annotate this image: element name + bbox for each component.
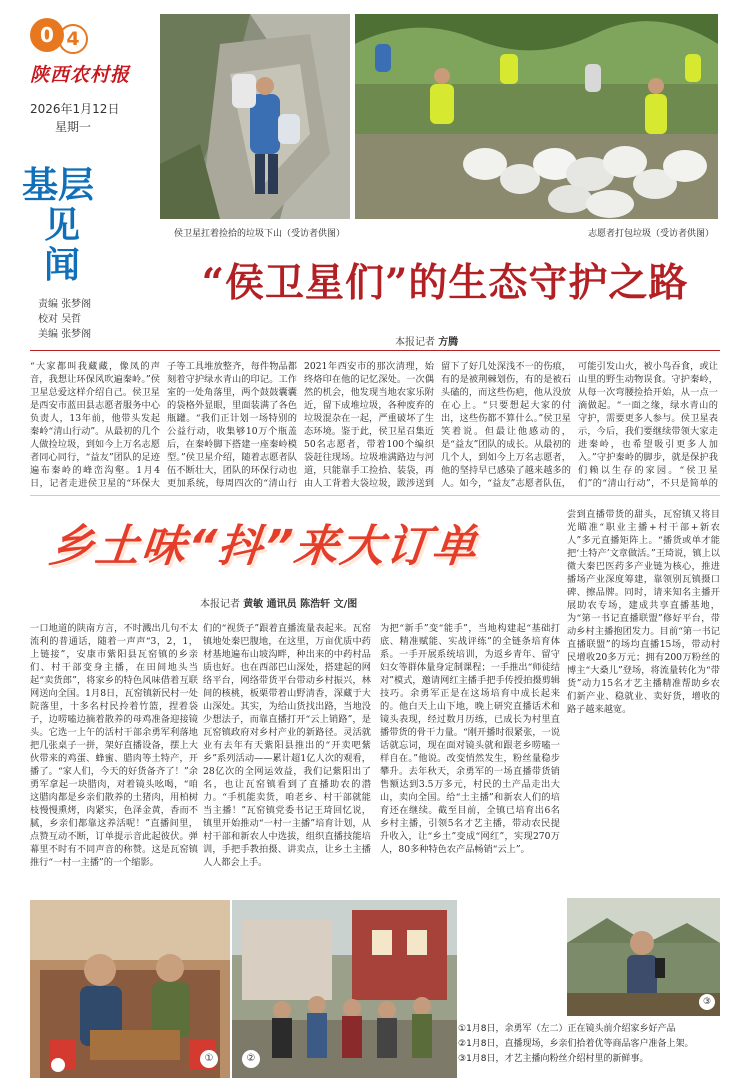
- story1-byline: [395, 333, 458, 348]
- section-divider: [30, 495, 720, 496]
- photo-marker-3: ③: [699, 994, 715, 1010]
- story1-headline: “侯卫星们”的生态守护之路: [201, 260, 689, 306]
- story1-column-4: 留下了好几处深浅不一的伤痕，有的是被荆棘划伤，有的是被石头磕的，而这些伤疤，他从没放在心上。“只要想起大家的付出，这些伤都不算什么。”侯卫星笑着说。但最让他感动的，是“益友”团队的成长。从最初的几个人，到如今上万名志愿者，他的坚持早已感染了越来越多的人。如今，“益友”志愿者队伍，: [441, 361, 571, 488]
- story1-divider: [30, 350, 720, 351]
- story2-byline-prefix: 本报记者: [200, 599, 240, 610]
- bottom-caption-list: [458, 1022, 694, 1067]
- photo-mountain-caption: 侯卫星扛着捡拾的垃圾下山（受访者供图）: [174, 229, 346, 239]
- photo-livestream-host: [30, 900, 230, 1078]
- story2-column-2: 们的“视货子”跟着直播流量表起来。瓦窑镇地处秦巴腹地，在这里，万亩优质中药材基地遍布山坡沟畔，种出来的中药村品质也好。也在西部巴山深处，搭建起的网络平台，网络带货平台带动乡村振兴，林间的核桃，板栗带着山野清香，深藏于大山深处。其实，为给山货找出路，当地没少想法子，而靠直播打开“云上销路”，是瓦窑镇政府对乡村产业的新路径。灵活就业有去年有天紫阳县推出的“开卖吧紫乡”系列活动——累计超1亿人次的观看，28亿次的全网运效益，我们记紫阳出了名，也让瓦窑镇看到了直播助农的潜力。“手机能卖货，咱老乡、村干部就能当主播！”瓦窑镇党委书记王琦回忆说，镇里开始推动“一村一主播”培育计划，从村干部和新农人中选拔，组织直播技能培训，手把手教拍摄、讲卖点，让乡土主播人人都会上手。: [203, 623, 371, 868]
- editor-credits: [38, 297, 91, 342]
- photo-marker-1: ①: [200, 1050, 218, 1068]
- photo-livestream-host-image: [30, 900, 230, 1078]
- column-title-line2: 见闻: [44, 204, 81, 286]
- story2-byline-names: 黄敏 通讯员 陈浩轩 文/图: [243, 599, 358, 610]
- photo-village-crowd: [232, 900, 457, 1078]
- story2-column-1: 一口地道的陕南方言，不时溅出几句不太流利的普通话，随着一声声“3，2，1，上链接”，安康市紫阳县瓦窑镇的乡亲们、村干部变身主播，在田间地头当起“卖货郎”，将家乡的特色风味借着互联网送向全国。1月8日，瓦窑镇新民村一处院落里，十多名村民拎着竹篮，捏着袋子，边唠嗑边摘着散养的母鸡准备迎接镜头。它选一上午的活村干部余勇军利落地把几张桌子一拼，架好直播设备，摆上大伙带来的鸡蛋、蜂蜜、腊肉等土特产，开播了。“家人们，今天的好货备齐了！”余勇军拿起一块腊肉，对着镜头吆喝，“咱这腊肉都是乡亲们散养的土猪肉，用柏树枝慢慢熏烤，肉紧实，色泽金黄，香而不腻，乡亲们都靠这养活呢！”直播间里，点赞互动不断，订单提示音此起彼伏。弹幕里不时有不同声音的称赞。这是瓦窑镇推行“一村一主播”的一个缩影。: [30, 623, 198, 868]
- editor-name: 张梦阁: [61, 299, 92, 310]
- column-title: [22, 165, 102, 285]
- photo-talent-host-image: [567, 898, 720, 1016]
- photo-village-crowd-image: [232, 900, 457, 1078]
- photo-volunteers-packing: [355, 14, 718, 219]
- story2-byline: [200, 595, 357, 610]
- photo-mountain-volunteer: [160, 14, 350, 219]
- column-title-line1: 基层: [22, 164, 95, 206]
- editor-role: 校对: [38, 314, 58, 325]
- photo-talent-host: [567, 898, 720, 1016]
- story1-column-5: 可能引发山火，被小鸟吞食，或让山里的野生动物误食。守护秦岭，从每一次弯腰捡拾开始，从一点一滴做起。“一面之缘，绿水青山的守护，需要更多人参与。侯卫星表示，今后，我们要继续带领大家走进秦岭，也希望吸引更多人加入。”守护秦岭的脚步，就是保护我们赖以生存的家园。“侯卫星们”的“清山行动”，不只是简单的: [578, 361, 718, 488]
- editor-name: 张梦阁: [61, 329, 92, 340]
- story1-byline-name: 方腾: [438, 337, 459, 348]
- issue-weekday: 星期一: [55, 120, 92, 134]
- story1-column-1: “大家都叫我藏藏，像凤的声音，我想让环保风吹遍秦岭。”侯卫星总爱这样介绍自己。侯卫星是西安市蓝田县志愿者服务中心负责人，13年前，他带头发起秦岭“清山行动”。从最初的几个人做捡垃圾，到如今上万名志愿者同心同行，“益友”团队的足迹遍布秦岭的峰峦沟壑。1月4日，记者走进侯卫星的“环保大: [30, 361, 160, 488]
- bottom-caption-2: ②1月8日，直播现场，乡亲们拾着优等商品客户准备上架。: [458, 1039, 694, 1049]
- story2-headline: 乡土味“抖”来大订单: [46, 521, 481, 572]
- issue-date: 2026年1月12日: [30, 102, 120, 116]
- page-number-digit-b: 4: [58, 24, 88, 54]
- story2-intro-right: 尝到直播带货的甜头，瓦窑镇又将目光瞄准“职业主播+村干部+新农人”多元直播矩阵上。“播货或单才能把‘土特产’文章做活。”王琦说，镇上以微大秦巴医药多产业链为核心，推进播场产业深度筹建，靠领别瓦镇摄口碑、擦品牌。同时，请来知名主播开展助农专场，建成共享直播基地，为“第一书记直播联盟”修好平台，带动乡村主播抱团发力。目前“第一书记直播联盟”的场均直播15场，带动村民增收20多万元；拥有200万粉丝的博主“大桑儿”登场，将流量转化为“带货”动力15名才艺主播精准帮助乡农们新产业、稳就业、卖好货，增收的路子越来越宽。: [567, 509, 720, 715]
- editor-role: 美编: [38, 329, 58, 340]
- page-number-digit-a: 0: [30, 18, 64, 52]
- photo-marker-2: ②: [242, 1050, 260, 1068]
- story1-column-2: 子等工具堆放整齐，每件物品都刻着守护绿水青山的印记。工作室的一处角落里，两个鼓鼓囊囊的袋格外显眼，里面装满了各色瓶罐。“我们正计划一场特别的公益行动，收集够10万个瓶盖后，在秦岭脚下搭建一座秦岭模型。”侯卫星介绍，随着志愿者队伍不断壮大，团队的环保行动也更加系统，每周四次的“清山行: [167, 361, 297, 488]
- editor-row: [38, 312, 91, 327]
- photo-packing-caption: 志愿者打包垃圾（受访者供图）: [588, 229, 715, 239]
- editor-row: [38, 327, 91, 342]
- photo-mountain-volunteer-image: [160, 14, 350, 219]
- newspaper-name: 陕西农村报: [30, 64, 131, 86]
- editor-row: [38, 297, 91, 312]
- page-number: [30, 18, 90, 56]
- photo-volunteers-packing-image: [355, 14, 718, 219]
- story2-column-3: 为把“新手”变“能手”，当地构建起“基础打底、精准赋能、实战评练”的全链条培育体系。一手开展系统培训，为返乡青年、留守妇女等群体量身定制课程；一手推出“师徒结对”模式，邀请网红主播手把手传授拍摄剪辑技巧。余勇军正是在这场培育中成长起来的。他白天上山下地，晚上研究直播话术和镜头表现，经过数月历练，已成长为村里直播带货的骨干力量。“刚开播时很紧张，一说话就忘词，现在面对镜头就和跟老乡唠嗑一样自在。”他说。改变悄然发生，粉丝量稳步攀升。去年秋天，余勇军的一场直播带货销售额达到3.5万多元，村民的土产品走出大山，卖向全国。给“土主播”和新农人们的培育还在继续。截至目前，全镇已培育出6名乡村主播，引领5名才艺主播，带动农民提升收入，让“乡土”变成“网红”，实现270万人，80多种特色农产品畅销“云上”。: [380, 623, 560, 855]
- bottom-caption-3: ③1月8日，才艺主播向粉丝介绍村里的新鲜事。: [458, 1054, 649, 1064]
- editor-role: 责编: [38, 299, 58, 310]
- story1-byline-prefix: 本报记者: [395, 337, 435, 348]
- story1-column-3: 2021年西安市的那次清理，始终烙印在他的记忆深处。一次偶然的机会，他发现当地农家乐附近，留下成堆垃圾，各种废弃的垃圾混杂在一起，严重破坏了生态环境。鉴于此，侯卫星召集近50名志愿者，带着100个编织袋赶往现场。垃圾堆满路边与河道，只能靠手工捡拾、装袋，再由人工背着大袋垃圾，跋涉送到: [304, 361, 434, 488]
- editor-name: 吴哲: [61, 314, 82, 325]
- bottom-caption-1: ①1月8日，余勇军（左二）正在镜头前介绍家乡好产品: [458, 1024, 676, 1034]
